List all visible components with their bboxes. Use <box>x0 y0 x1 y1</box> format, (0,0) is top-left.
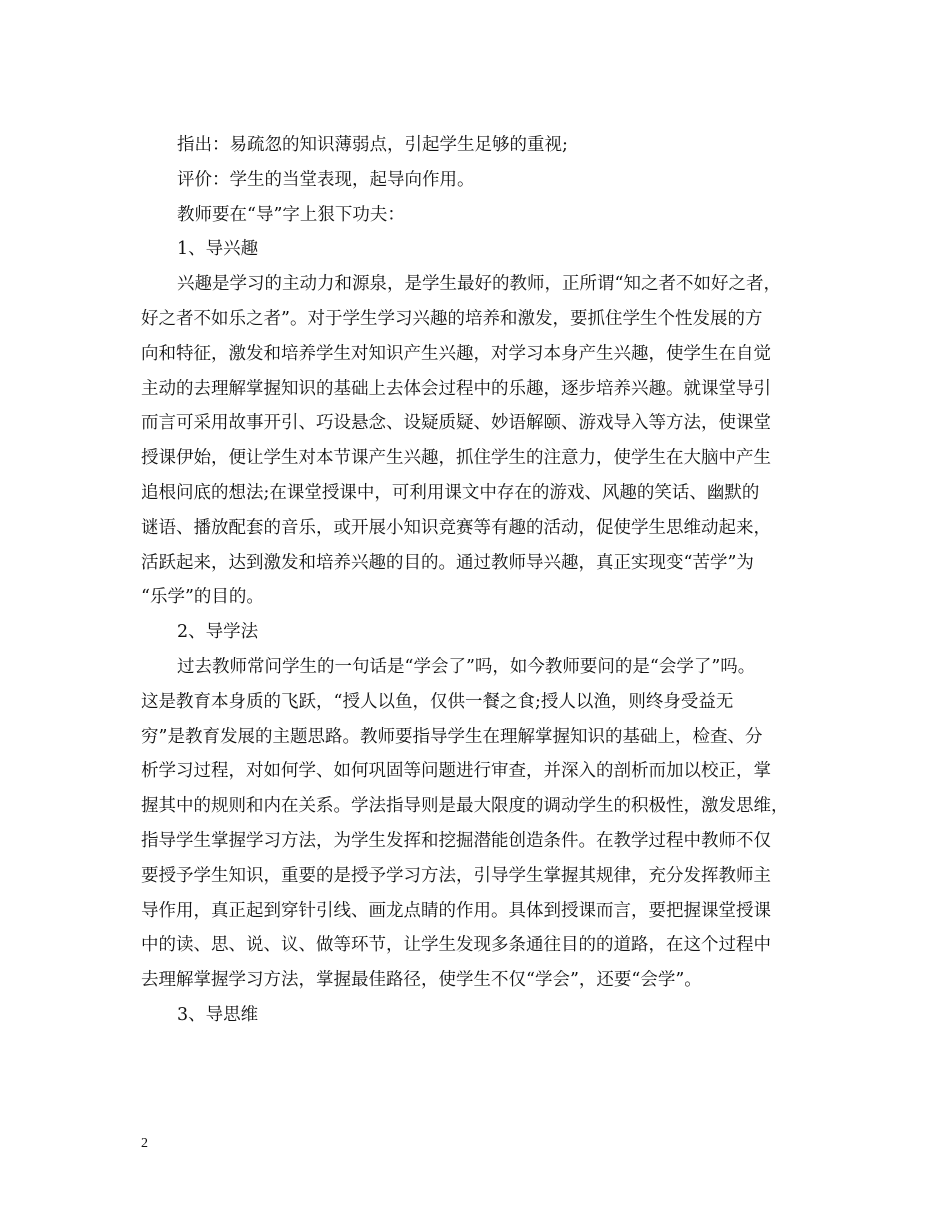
text-line: 1、导兴趣 <box>177 239 259 260</box>
text-line: 中的读、思、说、议、做等环节，让学生发现多条通往目的的道路，在这个过程中 <box>141 935 771 956</box>
text-line: 评价：学生的当堂表现，起导向作用。 <box>177 169 475 190</box>
text-line: “乐学”的目的。 <box>141 587 264 608</box>
document-body <box>141 128 809 1033</box>
text-line: 过去教师常问学生的一句话是“学会了”吗，如今教师要问的是“会学了”吗。 <box>177 656 756 677</box>
text-line: 3、导思维 <box>177 1004 259 1025</box>
page-number: 2 <box>141 1136 148 1151</box>
text-line: 指导学生掌握学习方法，为学生发挥和挖掘潜能创造条件。在教学过程中教师不仅 <box>141 830 771 851</box>
text-line: 穷”是教育发展的主题思路。教师要指导学生在理解掌握知识的基础上，检查、分 <box>141 726 763 747</box>
text-line: 要授予学生知识，重要的是授予学习方法，引导学生掌握其规律，充分发挥教师主 <box>141 865 771 886</box>
text-line: 兴趣是学习的主动力和源泉，是学生最好的教师，正所谓“知之者不如好之者， <box>177 274 781 295</box>
text-line: 授课伊始，便让学生对本节课产生兴趣，抓住学生的注意力，使学生在大脑中产生 <box>141 448 771 469</box>
text-line: 去理解掌握学习方法，掌握最佳路径，使学生不仅“学会”，还要“会学”。 <box>141 970 702 991</box>
text-line: 向和特征，激发和培养学生对知识产生兴趣，对学习本身产生兴趣，使学生在自觉 <box>141 343 771 364</box>
text-line: 导作用，真正起到穿针引线、画龙点睛的作用。具体到授课而言，要把握课堂授课 <box>141 900 771 921</box>
text-line: 而言可采用故事开引、巧设悬念、设疑质疑、妙语解颐、游戏导入等方法，使课堂 <box>141 413 771 434</box>
text-line: 析学习过程，对如何学、如何巩固等问题进行审查，并深入的剖析而加以校正，掌 <box>141 761 771 782</box>
text-line: 教师要在“导”字上狠下功夫： <box>177 204 405 225</box>
text-line: 握其中的规则和内在关系。学法指导则是最大限度的调动学生的积极性，激发思维， <box>141 796 789 817</box>
text-line: 这是教育本身质的飞跃，“授人以鱼，仅供一餐之食;授人以渔，则终身受益无 <box>141 691 734 712</box>
text-line: 谜语、播放配套的音乐，或开展小知识竞赛等有趣的活动，促使学生思维动起来， <box>141 517 771 538</box>
text-line: 指出：易疏忽的知识薄弱点，引起学生足够的重视; <box>177 135 568 155</box>
text-line: 好之者不如乐之者”。对于学生学习兴趣的培养和激发，要抓住学生个性发展的方 <box>141 308 763 329</box>
text-line: 活跃起来，达到激发和培养兴趣的目的。通过教师导兴趣，真正实现变“苦学”为 <box>141 552 754 573</box>
text-line: 追根问底的想法;在课堂授课中，可利用课文中存在的游戏、风趣的笑话、幽默的 <box>141 482 760 503</box>
text-line: 2、导学法 <box>177 622 259 643</box>
text-line: 主动的去理解掌握知识的基础上去体会过程中的乐趣，逐步培养兴趣。就课堂导引 <box>141 378 771 399</box>
